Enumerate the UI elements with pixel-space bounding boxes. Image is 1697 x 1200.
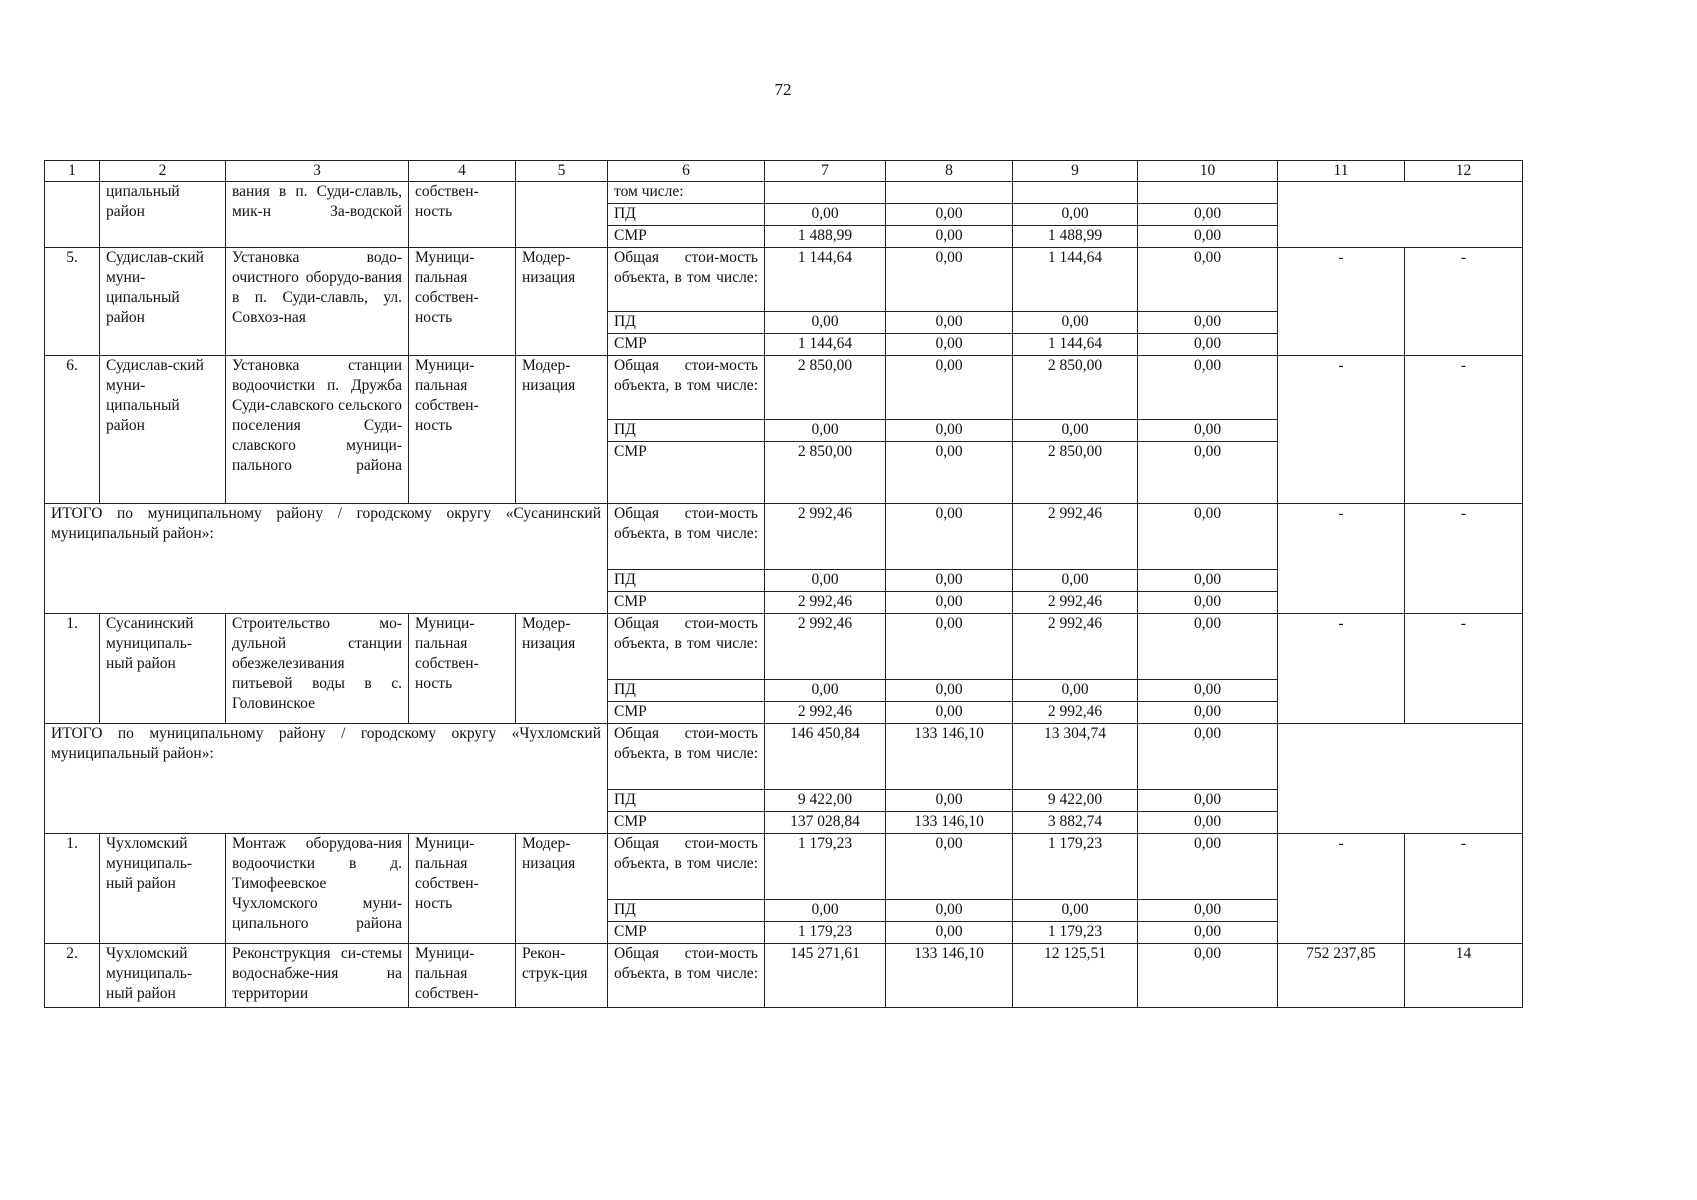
col12-cell: -: [1405, 614, 1523, 724]
object-name-cell: вания в п. Суди-славль, мик-н За-водской: [226, 182, 409, 248]
value-cell: 1 179,23: [765, 834, 886, 900]
value-cell: 1 144,64: [1013, 248, 1138, 312]
smr-label: СМР: [608, 702, 765, 724]
municipality-cell: Судислав-ский муни-ципальный район: [100, 356, 226, 504]
column-header: 12: [1405, 161, 1523, 182]
column-header: 6: [608, 161, 765, 182]
column-header: 7: [765, 161, 886, 182]
value-cell: 2 992,46: [1013, 702, 1138, 724]
value-cell: 0,00: [886, 334, 1013, 356]
municipality-cell: Чухломский муниципаль-ный район: [100, 944, 226, 1008]
smr-label: СМР: [608, 922, 765, 944]
value-cell: 0,00: [886, 834, 1013, 900]
value-cell: 0,00: [1138, 680, 1278, 702]
table-row: [45, 356, 1523, 420]
municipality-cell: Судислав-ский муни-ципальный район: [100, 248, 226, 356]
work-type-cell: Рекон-струк-ция: [516, 944, 608, 1008]
value-cell: 0,00: [886, 356, 1013, 420]
object-name-cell: Реконструкция си-стемы водоснабже-ния на территории: [226, 944, 409, 1008]
value-cell: 13 304,74: [1013, 724, 1138, 790]
value-cell: 0,00: [1138, 702, 1278, 724]
item-number: 5.: [45, 248, 100, 356]
col12-cell: -: [1405, 248, 1523, 356]
value-cell: 9 422,00: [765, 790, 886, 812]
col11-cell: -: [1278, 504, 1405, 614]
value-cell: 0,00: [765, 312, 886, 334]
value-cell: 0,00: [886, 570, 1013, 592]
cost-label: Общая стои-мость объекта, в том числе:: [608, 724, 765, 790]
investment-table: [44, 160, 1523, 1008]
value-cell: 2 992,46: [765, 592, 886, 614]
value-cell: 12 125,51: [1013, 944, 1138, 1008]
municipality-cell: ципальный район: [100, 182, 226, 248]
value-cell: 0,00: [886, 592, 1013, 614]
page-number: 72: [774, 80, 792, 99]
cost-label: Общая стои-мость объекта, в том числе:: [608, 248, 765, 312]
item-number: 6.: [45, 356, 100, 504]
value-cell: 0,00: [886, 702, 1013, 724]
col11-cell: -: [1278, 248, 1405, 356]
value-cell: 3 882,74: [1013, 812, 1138, 834]
value-cell: 2 992,46: [765, 614, 886, 680]
cost-label: Общая стои-мость объекта, в том числе:: [608, 834, 765, 900]
value-cell: 9 422,00: [1013, 790, 1138, 812]
empty-cell: [1278, 724, 1523, 834]
column-header: 3: [226, 161, 409, 182]
column-header: 1: [45, 161, 100, 182]
value-cell: 0,00: [1138, 724, 1278, 790]
value-cell: 0,00: [886, 442, 1013, 504]
value-cell: 0,00: [886, 248, 1013, 312]
value-cell: 0,00: [1138, 226, 1278, 248]
value-cell: 1 488,99: [765, 226, 886, 248]
value-cell: [1013, 182, 1138, 204]
column-header: 5: [516, 161, 608, 182]
cost-label: Общая стои-мость объекта, в том числе:: [608, 614, 765, 680]
smr-label: СМР: [608, 592, 765, 614]
value-cell: 2 992,46: [1013, 614, 1138, 680]
column-header: 4: [409, 161, 516, 182]
municipality-cell: Чухломский муниципаль-ный район: [100, 834, 226, 944]
value-cell: 2 992,46: [765, 702, 886, 724]
col12-cell: -: [1405, 356, 1523, 504]
value-cell: [765, 182, 886, 204]
table-row: [45, 834, 1523, 900]
value-cell: 2 850,00: [765, 356, 886, 420]
column-header: 8: [886, 161, 1013, 182]
table-row: [45, 614, 1523, 680]
smr-label: СМР: [608, 226, 765, 248]
ownership-cell: Муници-пальная собствен-ность: [409, 834, 516, 944]
object-name-cell: Установка станции водоочистки п. Дружба Суди-славского сельского поселения Суди-славского муници-пального района: [226, 356, 409, 504]
value-cell: 137 028,84: [765, 812, 886, 834]
value-cell: 0,00: [1138, 570, 1278, 592]
work-type-cell: Модер-низация: [516, 614, 608, 724]
col11-cell: -: [1278, 614, 1405, 724]
value-cell: 0,00: [886, 504, 1013, 570]
value-cell: [1138, 182, 1278, 204]
value-cell: 2 850,00: [765, 442, 886, 504]
table-row: [45, 182, 1523, 204]
value-cell: 0,00: [1013, 680, 1138, 702]
column-header: 2: [100, 161, 226, 182]
col12-cell: -: [1405, 834, 1523, 944]
column-header: 10: [1138, 161, 1278, 182]
value-cell: 0,00: [1138, 420, 1278, 442]
table-row: [45, 944, 1523, 1008]
item-number: 2.: [45, 944, 100, 1008]
smr-label: СМР: [608, 334, 765, 356]
value-cell: 0,00: [1138, 944, 1278, 1008]
value-cell: 0,00: [765, 570, 886, 592]
value-cell: 1 179,23: [765, 922, 886, 944]
pd-label: ПД: [608, 420, 765, 442]
value-cell: 0,00: [1138, 592, 1278, 614]
value-cell: 0,00: [765, 900, 886, 922]
value-cell: 0,00: [1138, 312, 1278, 334]
total-label: ИТОГО по муниципальному району / городскому округу «Чухломский муниципальный район»:: [45, 724, 608, 834]
municipality-cell: Сусанинский муниципаль-ный район: [100, 614, 226, 724]
value-cell: 0,00: [1138, 790, 1278, 812]
value-cell: 145 271,61: [765, 944, 886, 1008]
column-header: 9: [1013, 161, 1138, 182]
table-row: [45, 724, 1523, 790]
value-cell: 2 992,46: [765, 504, 886, 570]
value-cell: 0,00: [886, 790, 1013, 812]
value-cell: 0,00: [1013, 420, 1138, 442]
value-cell: 133 146,10: [886, 944, 1013, 1008]
table-header-row: [45, 161, 1523, 182]
pd-label: ПД: [608, 790, 765, 812]
cost-label: Общая стои-мость объекта, в том числе:: [608, 356, 765, 420]
value-cell: 0,00: [886, 900, 1013, 922]
value-cell: 1 144,64: [1013, 334, 1138, 356]
empty-cell: [1278, 182, 1523, 248]
ownership-cell: собствен-ность: [409, 182, 516, 248]
pd-label: ПД: [608, 570, 765, 592]
work-type-cell: [516, 182, 608, 248]
value-cell: 0,00: [1138, 442, 1278, 504]
value-cell: 2 850,00: [1013, 356, 1138, 420]
value-cell: 2 992,46: [1013, 592, 1138, 614]
pd-label: ПД: [608, 204, 765, 226]
ownership-cell: Муници-пальная собствен-ность: [409, 248, 516, 356]
value-cell: [886, 182, 1013, 204]
cost-label: Общая стои-мость объекта, в том числе:: [608, 504, 765, 570]
ownership-cell: Муници-пальная собствен-: [409, 944, 516, 1008]
object-name-cell: Установка водо-очистного оборудо-вания в п. Суди-славль, ул. Совхоз-ная: [226, 248, 409, 356]
smr-label: СМР: [608, 812, 765, 834]
object-name-cell: Монтаж оборудова-ния водоочистки в д. Тимофеевское Чухломского муни-ципального района: [226, 834, 409, 944]
item-number: 1.: [45, 834, 100, 944]
value-cell: 0,00: [886, 922, 1013, 944]
value-cell: 0,00: [886, 312, 1013, 334]
value-cell: 0,00: [1138, 334, 1278, 356]
value-cell: 0,00: [1013, 900, 1138, 922]
value-cell: 133 146,10: [886, 812, 1013, 834]
value-cell: 0,00: [886, 680, 1013, 702]
value-cell: 133 146,10: [886, 724, 1013, 790]
value-cell: 0,00: [1138, 204, 1278, 226]
value-cell: 1 144,64: [765, 248, 886, 312]
table-row: [45, 248, 1523, 312]
total-label: ИТОГО по муниципальному району / городскому округу «Сусанинский муниципальный район»:: [45, 504, 608, 614]
pd-label: ПД: [608, 900, 765, 922]
value-cell: 0,00: [765, 420, 886, 442]
value-cell: 0,00: [765, 680, 886, 702]
value-cell: 1 144,64: [765, 334, 886, 356]
value-cell: 1 179,23: [1013, 834, 1138, 900]
ownership-cell: Муници-пальная собствен-ность: [409, 356, 516, 504]
col12-cell: -: [1405, 504, 1523, 614]
value-cell: 0,00: [1138, 504, 1278, 570]
value-cell: 0,00: [1013, 312, 1138, 334]
cost-label: том числе:: [608, 182, 765, 204]
item-number: [45, 182, 100, 248]
value-cell: 0,00: [1138, 834, 1278, 900]
value-cell: 2 850,00: [1013, 442, 1138, 504]
value-cell: 0,00: [1013, 570, 1138, 592]
value-cell: 0,00: [886, 204, 1013, 226]
column-header: 11: [1278, 161, 1405, 182]
value-cell: 0,00: [1138, 248, 1278, 312]
value-cell: 0,00: [886, 226, 1013, 248]
value-cell: 0,00: [1138, 356, 1278, 420]
work-type-cell: Модер-низация: [516, 248, 608, 356]
table-row: [45, 504, 1523, 570]
col11-cell: 752 237,85: [1278, 944, 1405, 1008]
value-cell: 1 488,99: [1013, 226, 1138, 248]
value-cell: 0,00: [1138, 812, 1278, 834]
value-cell: 0,00: [765, 204, 886, 226]
ownership-cell: Муници-пальная собствен-ность: [409, 614, 516, 724]
cost-label: Общая стои-мость объекта, в том числе:: [608, 944, 765, 1008]
col11-cell: -: [1278, 834, 1405, 944]
value-cell: 2 992,46: [1013, 504, 1138, 570]
value-cell: 1 179,23: [1013, 922, 1138, 944]
object-name-cell: Строительство мо-дульной станции обезжелезивания питьевой воды в с. Головинское: [226, 614, 409, 724]
value-cell: 0,00: [1138, 614, 1278, 680]
work-type-cell: Модер-низация: [516, 834, 608, 944]
value-cell: 0,00: [1013, 204, 1138, 226]
smr-label: СМР: [608, 442, 765, 504]
pd-label: ПД: [608, 312, 765, 334]
pd-label: ПД: [608, 680, 765, 702]
col11-cell: -: [1278, 356, 1405, 504]
value-cell: 0,00: [886, 614, 1013, 680]
work-type-cell: Модер-низация: [516, 356, 608, 504]
value-cell: 146 450,84: [765, 724, 886, 790]
col12-cell: 14: [1405, 944, 1523, 1008]
value-cell: 0,00: [1138, 900, 1278, 922]
value-cell: 0,00: [886, 420, 1013, 442]
value-cell: 0,00: [1138, 922, 1278, 944]
item-number: 1.: [45, 614, 100, 724]
